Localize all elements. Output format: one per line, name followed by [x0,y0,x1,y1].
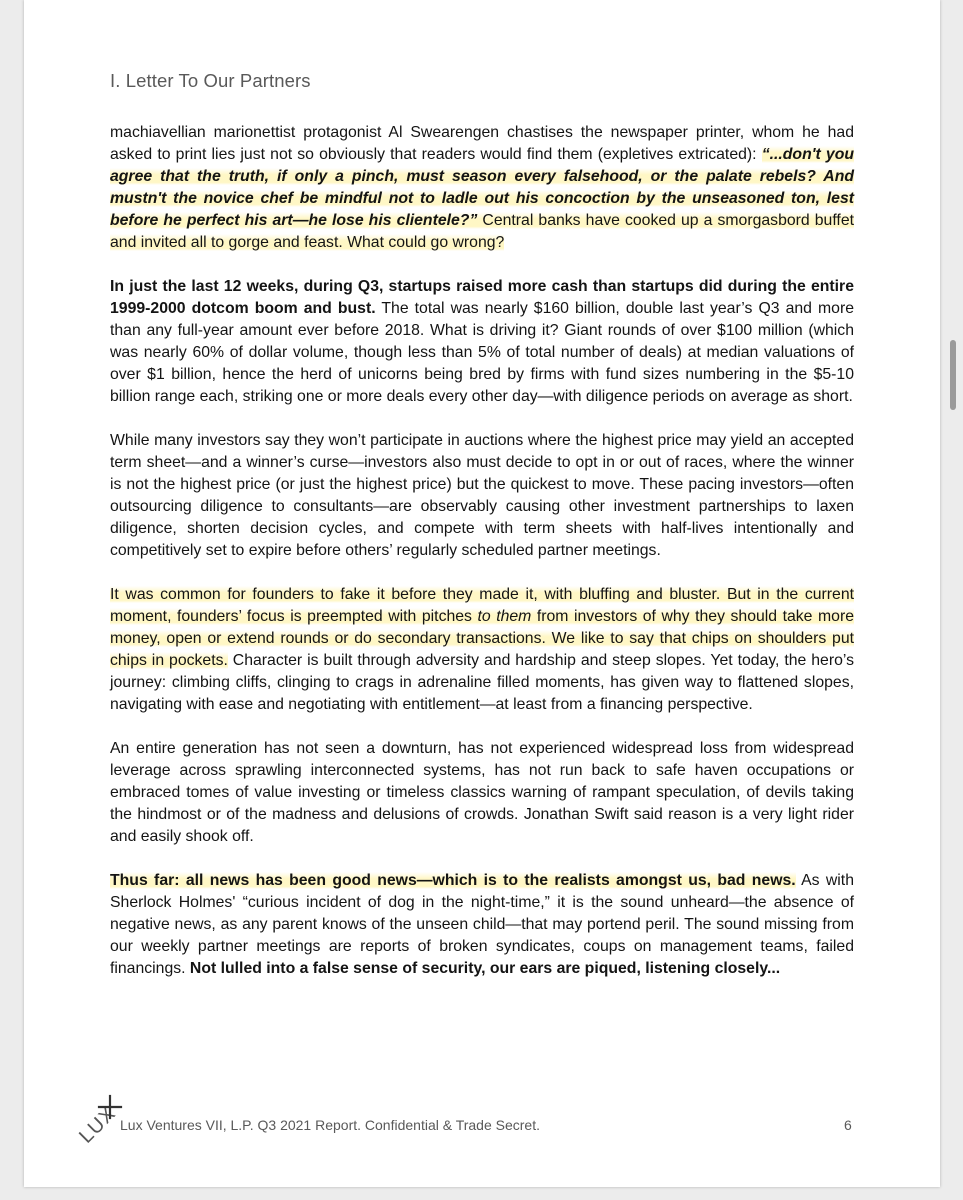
lux-logo-text: LUX [75,1102,121,1148]
document-page [24,0,940,1187]
deadwood-quote: “...don't you agree that the truth, if only a pinch, must season every falsehood, or the palate rebels? And mustn't the novice chef be mindful not to ladle out his concoction by the unseasoned ton, lest before he perfect his art—he lose his clientele?” [110,146,854,229]
paragraph-6-lead: Thus far: all news has been good news—which is to the realists amongst us, bad news. [110,872,796,889]
paragraph-1-closing: Central banks have cooked up a smorgasbord buffet and invited all to gorge and feast. What could go wrong? [110,212,854,251]
paragraph-6-text: As with Sherlock Holmes' “curious incident of dog in the night-time,” it is the sound unheard—the absence of negative news, as any parent knows of the unseen child—that may portend peril. The sound missing from our weekly partner meetings are reports of broken syndicates, coups on management teams, failed financings. [110,872,854,977]
paragraph-6 [110,870,854,980]
scrollbar-thumb[interactable] [950,340,956,410]
paragraph-4-text: It was common for founders to fake it before they made it, with bluffing and bluster. But in the current moment, founders’ focus is preempted with pitches [110,586,854,625]
letter-body [110,122,854,1002]
paragraph-1-text: machiavellian marionettist protagonist Al Swearengen chastises the newspaper printer, whom he had asked to print lies just not so obviously that readers would find them (expletives extricated): [110,124,854,163]
paragraph-5 [110,738,854,848]
paragraph-4-highlight: from investors of why they should take more money, open or extend rounds or do secondary transactions. We like to say that chips on shoulders put chips in pockets. [110,608,854,669]
paragraph-3 [110,430,854,562]
paragraph-3-text: While many investors say they won’t participate in auctions where the highest price may yield an accepted term sheet—and a winner’s curse—investors also must decide to opt in or out of races, where the winner is not the highest price (or just the highest price) but the quickest to move. These pacing investors—often outsourcing diligence to consultants—are observably causing other investment partnerships to laxen diligence, shorten decision cycles, and compete with term sheets with half-lives intentionally and competitively set to expire before others’ regularly scheduled partner meetings. [110,432,854,559]
paragraph-4-closing: Character is built through adversity and hardship and steep slopes. Yet today, the hero’s journey: climbing cliffs, clinging to crags in adrenaline filled moments, has given way to flattened slopes, navigating with ease and negotiating with entitlement—at least from a financing perspective. [110,652,855,713]
paragraph-2-text: The total was nearly $160 billion, double last year’s Q3 and more than any full-year amount ever before 2018. What is driving it? Giant rounds of over $100 million (which was nearly 60% of dollar volume, though less than 5% of total number of deals) at median valuations of over $1 billion, hence the herd of unicorns being bred by firms with fund sizes numbering in the $5-10 billion range each, striking one or more deals every other day—with diligence periods on average as short. [110,300,854,405]
paragraph-4 [110,584,854,716]
paragraph-4-italic: to them [477,608,532,625]
section-header: I. Letter To Our Partners [110,70,311,91]
paragraph-5-text: An entire generation has not seen a downturn, has not experienced widespread loss from widespread leverage across sprawling interconnected systems, has not run back to safe haven occupations or embraced tomes of value investing or timeless classics warning of rampant speculation, of devils taking the hindmost or of the madness and delusions of crowds. Jonathan Swift said reason is a very light rider and easily shook off. [110,740,854,845]
paragraph-6-closing: Not lulled into a false sense of security, our ears are piqued, listening closely... [189,960,781,977]
footer-text: Lux Ventures VII, L.P. Q3 2021 Report. Confidential & Trade Secret. [120,1117,540,1133]
page-number: 6 [844,1117,852,1133]
paragraph-2 [110,276,854,408]
paragraph-1 [110,122,854,254]
paragraph-2-lead: In just the last 12 weeks, during Q3, startups raised more cash than startups did during the entire 1999-2000 dotcom boom and bust. [110,278,854,317]
